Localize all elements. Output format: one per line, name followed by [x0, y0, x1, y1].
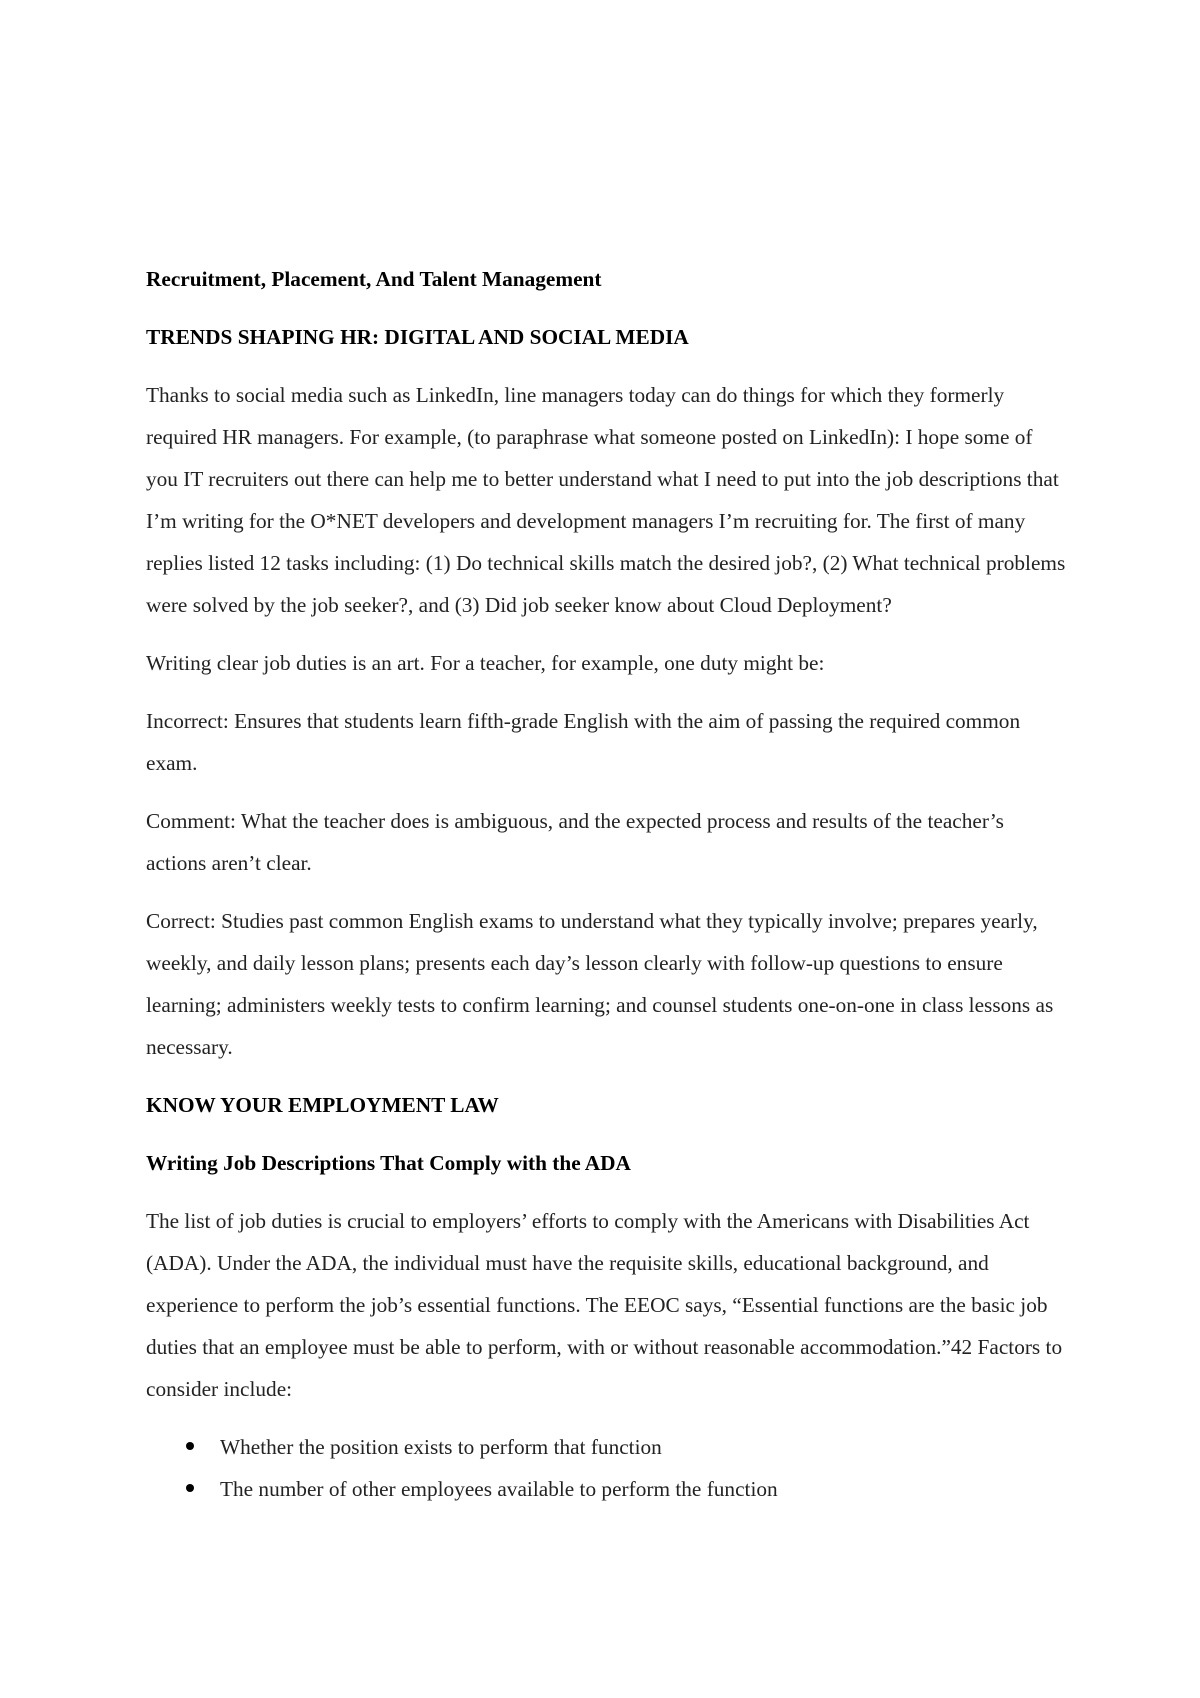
list-item-text: The number of other employees available to perform the function: [220, 1477, 778, 1501]
document-page: [146, 258, 1066, 1510]
document-title: Recruitment, Placement, And Talent Management: [146, 267, 602, 291]
paragraph-correct-example: Correct: Studies past common English exams to understand what they typically involve; prepares yearly, weekly, and daily lesson plans; presents each day’s lesson clearly with follow-up questions to ensure learning; administers weekly tests to confirm learning; and counsel students one-on-one in class lessons as necessary.: [146, 909, 1054, 1059]
paragraph-incorrect-example: Incorrect: Ensures that students learn fifth-grade English with the aim of passing the required common exam.: [146, 709, 1021, 775]
bullet-icon: [186, 1442, 194, 1450]
section-heading-trends: TRENDS SHAPING HR: DIGITAL AND SOCIAL MEDIA: [146, 325, 689, 349]
bullet-icon: [186, 1484, 194, 1492]
subsection-heading-ada: Writing Job Descriptions That Comply with the ADA: [146, 1151, 631, 1175]
paragraph-ada: The list of job duties is crucial to employers’ efforts to comply with the Americans with Disabilities Act (ADA). Under the ADA, the individual must have the requisite skills, educational background, and experience to perform the job’s essential functions. The EEOC says, “Essential functions are the basic job duties that an employee must be able to perform, with or without reasonable accommodation.”42 Factors to consider include:: [146, 1209, 1063, 1401]
factor-list: [146, 1426, 1066, 1510]
list-item: [146, 1468, 1066, 1510]
paragraph-comment: Comment: What the teacher does is ambiguous, and the expected process and results of the teacher’s actions aren’t clear.: [146, 809, 1004, 875]
section-heading-employment-law: KNOW YOUR EMPLOYMENT LAW: [146, 1093, 499, 1117]
paragraph-job-duties-art: Writing clear job duties is an art. For a teacher, for example, one duty might be:: [146, 651, 825, 675]
list-item-text: Whether the position exists to perform that function: [220, 1435, 662, 1459]
list-item: [146, 1426, 1066, 1468]
paragraph-social-media: Thanks to social media such as LinkedIn, line managers today can do things for which they formerly required HR managers. For example, (to paraphrase what someone posted on LinkedIn): I hope some of you IT recruiters out there can help me to better understand what I need to put into the job descriptions that I’m writing for the O*NET developers and development managers I’m recruiting for. The first of many replies listed 12 tasks including: (1) Do technical skills match the desired job?, (2) What technical problems were solved by the job seeker?, and (3) Did job seeker know about Cloud Deployment?: [146, 383, 1066, 617]
